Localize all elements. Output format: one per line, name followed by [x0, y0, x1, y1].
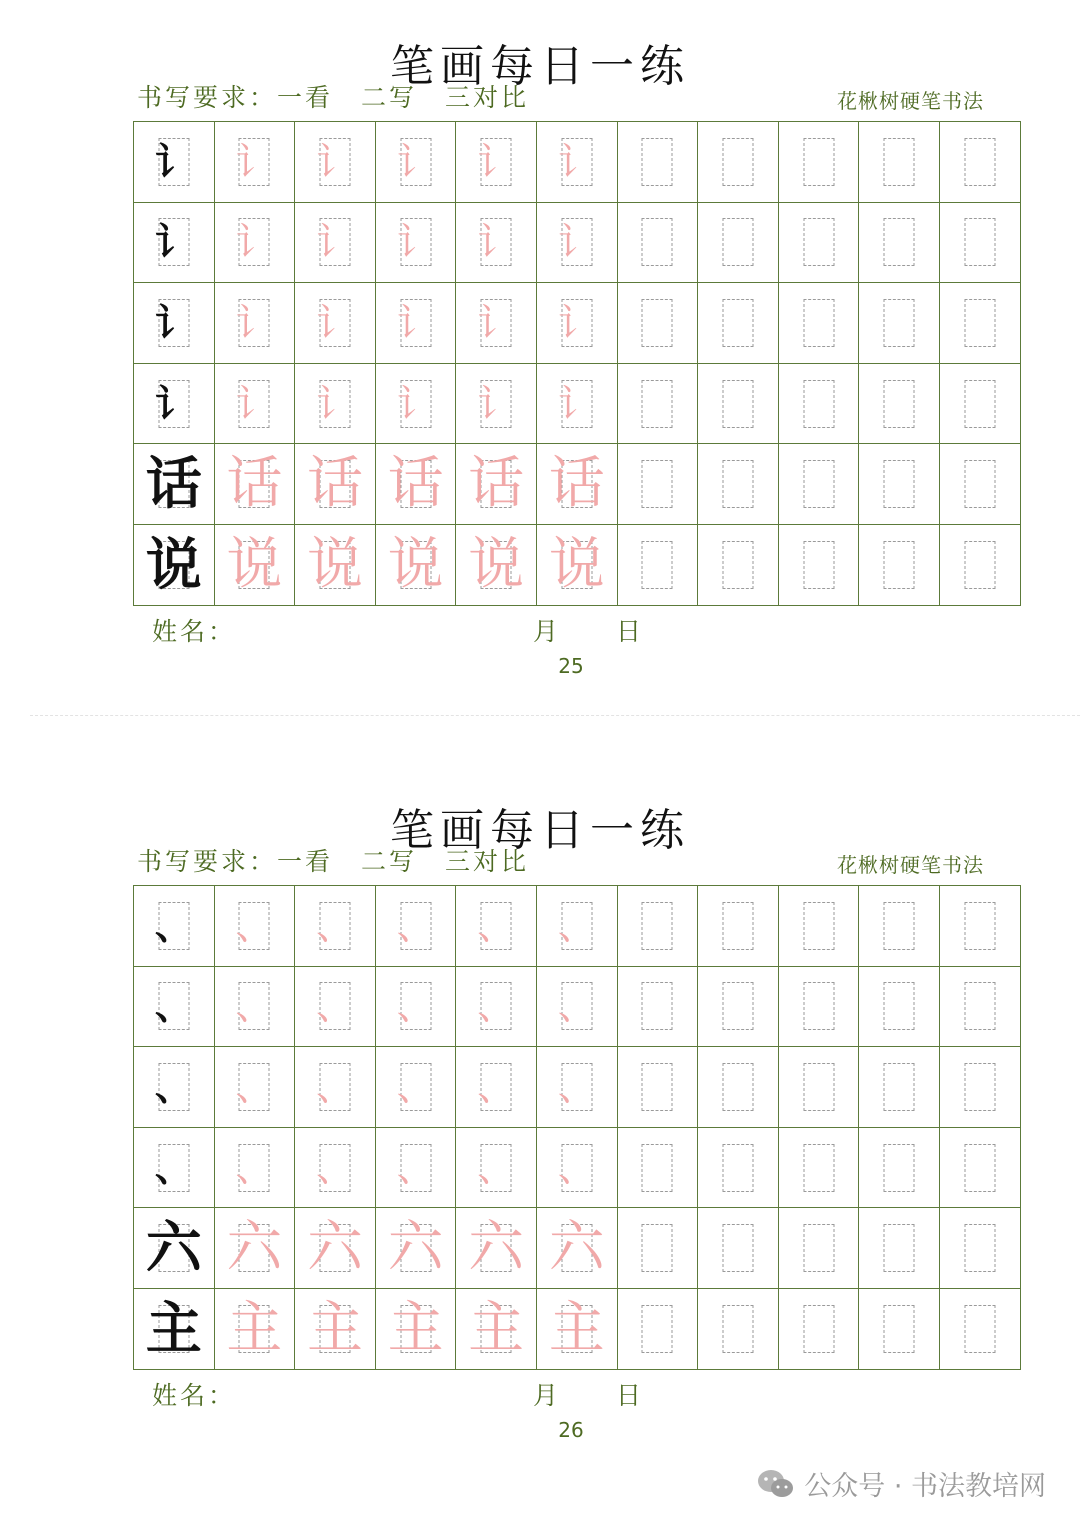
trace-cell — [295, 363, 376, 444]
blank-practice-cell — [617, 1208, 698, 1289]
trace-cell — [536, 444, 617, 525]
trace-character: 六 — [548, 1215, 605, 1281]
blank-practice-cell — [698, 886, 779, 967]
grid-row — [134, 1208, 1021, 1289]
guide-box — [803, 902, 834, 950]
guide-box — [642, 1224, 673, 1272]
guide-box — [722, 982, 753, 1030]
guide-box — [642, 982, 673, 1030]
grid-row — [134, 1288, 1021, 1369]
guide-box — [964, 541, 995, 589]
trace-cell — [375, 283, 456, 364]
grid-row — [134, 886, 1021, 967]
trace-cell — [456, 1127, 537, 1208]
guide-box — [884, 1224, 915, 1272]
guide-box — [964, 1305, 995, 1353]
blank-practice-cell — [778, 1127, 859, 1208]
blank-practice-cell — [698, 1208, 779, 1289]
trace-character: 、 — [235, 903, 274, 948]
grid-row — [134, 1127, 1021, 1208]
trace-character: 六 — [226, 1215, 283, 1281]
trace-character: 讠 — [396, 300, 435, 345]
blank-practice-cell — [617, 1127, 698, 1208]
wechat-icon — [756, 1468, 796, 1500]
model-cell — [134, 966, 215, 1047]
trace-cell — [214, 283, 295, 364]
guide-box — [884, 138, 915, 186]
guide-box — [722, 299, 753, 347]
sheet-title: 笔画每日一练 — [390, 805, 690, 856]
trace-cell — [375, 1127, 456, 1208]
blank-practice-cell — [617, 1047, 698, 1128]
trace-cell — [375, 122, 456, 203]
practice-sheet-2 — [0, 794, 1080, 1474]
guide-box — [964, 1224, 995, 1272]
guide-box — [722, 1224, 753, 1272]
trace-cell — [214, 444, 295, 525]
trace-character: 讠 — [396, 220, 435, 265]
guide-box — [884, 218, 915, 266]
trace-cell — [375, 886, 456, 967]
guide-box — [964, 982, 995, 1030]
guide-box — [722, 902, 753, 950]
guide-box — [722, 1063, 753, 1111]
guide-box — [722, 541, 753, 589]
trace-cell — [295, 966, 376, 1047]
trace-cell — [214, 1127, 295, 1208]
blank-practice-cell — [859, 202, 940, 283]
guide-box — [642, 1063, 673, 1111]
trace-character: 讠 — [235, 139, 274, 184]
trace-character: 话 — [226, 451, 283, 517]
trace-character: 主 — [468, 1295, 525, 1361]
trace-character: 、 — [477, 1145, 516, 1190]
writing-requirement: 书写要求：一看 二写 三对比 — [137, 83, 530, 112]
trace-character: 、 — [557, 984, 596, 1029]
trace-character: 说 — [468, 531, 525, 597]
blank-practice-cell — [778, 283, 859, 364]
guide-box — [803, 982, 834, 1030]
model-cell — [134, 122, 215, 203]
model-character: 、 — [154, 1063, 193, 1109]
guide-box — [964, 380, 995, 428]
page-separator — [30, 715, 1080, 716]
trace-character: 讠 — [235, 381, 274, 426]
guide-box — [884, 982, 915, 1030]
model-cell — [134, 363, 215, 444]
trace-cell — [456, 122, 537, 203]
guide-box — [884, 1063, 915, 1111]
trace-cell — [456, 363, 537, 444]
model-character: 、 — [154, 983, 193, 1029]
trace-character: 讠 — [315, 139, 354, 184]
model-character: 讠 — [154, 219, 193, 265]
trace-cell — [214, 1288, 295, 1369]
blank-practice-cell — [778, 524, 859, 605]
guide-box — [722, 218, 753, 266]
guide-box — [964, 218, 995, 266]
guide-box — [642, 902, 673, 950]
practice-grid — [133, 885, 1021, 1370]
trace-character: 说 — [306, 531, 363, 597]
guide-box — [884, 902, 915, 950]
trace-cell — [456, 1047, 537, 1128]
trace-cell — [214, 363, 295, 444]
trace-character: 讠 — [396, 139, 435, 184]
blank-practice-cell — [859, 1127, 940, 1208]
trace-cell — [536, 524, 617, 605]
blank-practice-cell — [698, 122, 779, 203]
trace-character: 讠 — [557, 300, 596, 345]
trace-character: 、 — [477, 1064, 516, 1109]
brand-label: 花楸树硬笔书法 — [837, 89, 984, 113]
trace-character: 讠 — [477, 300, 516, 345]
blank-practice-cell — [939, 1208, 1020, 1289]
trace-cell — [375, 1208, 456, 1289]
blank-practice-cell — [859, 524, 940, 605]
grid-row — [134, 122, 1021, 203]
trace-character: 、 — [396, 903, 435, 948]
guide-box — [884, 1144, 915, 1192]
blank-practice-cell — [939, 363, 1020, 444]
trace-character: 主 — [306, 1295, 363, 1361]
blank-practice-cell — [617, 283, 698, 364]
model-character: 讠 — [154, 299, 193, 345]
blank-practice-cell — [939, 524, 1020, 605]
model-cell — [134, 1288, 215, 1369]
trace-character: 话 — [468, 451, 525, 517]
trace-character: 讠 — [315, 381, 354, 426]
trace-character: 、 — [315, 984, 354, 1029]
blank-practice-cell — [859, 1047, 940, 1128]
trace-cell — [456, 966, 537, 1047]
blank-practice-cell — [698, 363, 779, 444]
model-character: 六 — [145, 1215, 202, 1282]
sheet-title: 笔画每日一练 — [390, 41, 690, 92]
trace-character: 说 — [226, 531, 283, 597]
blank-practice-cell — [939, 1127, 1020, 1208]
guide-box — [642, 299, 673, 347]
trace-character: 讠 — [235, 220, 274, 265]
trace-character: 六 — [468, 1215, 525, 1281]
trace-character: 、 — [557, 903, 596, 948]
blank-practice-cell — [617, 966, 698, 1047]
trace-character: 讠 — [557, 220, 596, 265]
guide-box — [803, 1063, 834, 1111]
model-character: 主 — [145, 1295, 202, 1362]
page-number: 25 — [558, 654, 584, 678]
trace-cell — [295, 524, 376, 605]
guide-box — [964, 1144, 995, 1192]
trace-character: 主 — [226, 1295, 283, 1361]
trace-cell — [456, 283, 537, 364]
trace-character: 、 — [477, 903, 516, 948]
blank-practice-cell — [778, 363, 859, 444]
trace-character: 话 — [387, 451, 444, 517]
guide-box — [642, 460, 673, 508]
model-cell — [134, 444, 215, 525]
watermark-text: 公众号 · 书法教培网 — [804, 1471, 1046, 1502]
blank-practice-cell — [698, 966, 779, 1047]
grid-row — [134, 524, 1021, 605]
trace-cell — [536, 1208, 617, 1289]
trace-character: 六 — [387, 1215, 444, 1281]
trace-cell — [214, 524, 295, 605]
trace-cell — [536, 966, 617, 1047]
trace-cell — [456, 202, 537, 283]
guide-box — [964, 902, 995, 950]
blank-practice-cell — [617, 1288, 698, 1369]
trace-cell — [375, 363, 456, 444]
model-character: 讠 — [154, 380, 193, 426]
blank-practice-cell — [859, 886, 940, 967]
trace-character: 、 — [315, 1145, 354, 1190]
trace-character: 说 — [548, 531, 605, 597]
trace-character: 、 — [396, 1145, 435, 1190]
trace-character: 、 — [557, 1145, 596, 1190]
guide-box — [642, 541, 673, 589]
guide-box — [803, 1144, 834, 1192]
blank-practice-cell — [939, 283, 1020, 364]
guide-box — [642, 218, 673, 266]
blank-practice-cell — [859, 444, 940, 525]
trace-cell — [214, 122, 295, 203]
trace-character: 讠 — [557, 381, 596, 426]
trace-cell — [375, 1047, 456, 1128]
grid-row — [134, 444, 1021, 525]
model-cell — [134, 1127, 215, 1208]
guide-box — [722, 1305, 753, 1353]
trace-character: 、 — [315, 903, 354, 948]
trace-character: 说 — [387, 531, 444, 597]
trace-character: 、 — [235, 1064, 274, 1109]
trace-cell — [456, 524, 537, 605]
name-label: 姓名： — [152, 617, 237, 646]
trace-character: 讠 — [235, 300, 274, 345]
trace-cell — [214, 202, 295, 283]
blank-practice-cell — [698, 1288, 779, 1369]
blank-practice-cell — [939, 1047, 1020, 1128]
guide-box — [803, 138, 834, 186]
model-cell — [134, 202, 215, 283]
trace-character: 、 — [557, 1064, 596, 1109]
trace-cell — [295, 444, 376, 525]
blank-practice-cell — [859, 1208, 940, 1289]
blank-practice-cell — [859, 966, 940, 1047]
blank-practice-cell — [698, 444, 779, 525]
trace-character: 讠 — [315, 220, 354, 265]
guide-box — [722, 460, 753, 508]
trace-cell — [456, 1288, 537, 1369]
trace-character: 讠 — [315, 300, 354, 345]
trace-cell — [295, 1288, 376, 1369]
guide-box — [803, 218, 834, 266]
trace-cell — [456, 1208, 537, 1289]
model-character: 说 — [145, 531, 202, 598]
blank-practice-cell — [939, 886, 1020, 967]
trace-character: 话 — [306, 451, 363, 517]
trace-character: 、 — [235, 984, 274, 1029]
guide-box — [964, 460, 995, 508]
trace-character: 主 — [387, 1295, 444, 1361]
trace-character: 讠 — [477, 220, 516, 265]
guide-box — [642, 1144, 673, 1192]
blank-practice-cell — [778, 202, 859, 283]
grid-row — [134, 363, 1021, 444]
guide-box — [803, 541, 834, 589]
trace-cell — [295, 283, 376, 364]
model-character: 讠 — [154, 138, 193, 184]
blank-practice-cell — [778, 444, 859, 525]
guide-box — [803, 1305, 834, 1353]
blank-practice-cell — [617, 886, 698, 967]
trace-cell — [536, 1288, 617, 1369]
model-cell — [134, 524, 215, 605]
trace-character: 讠 — [477, 381, 516, 426]
guide-box — [642, 380, 673, 428]
blank-practice-cell — [778, 1208, 859, 1289]
blank-practice-cell — [617, 524, 698, 605]
trace-character: 、 — [235, 1145, 274, 1190]
model-character: 、 — [154, 902, 193, 948]
blank-practice-cell — [939, 1288, 1020, 1369]
blank-practice-cell — [778, 966, 859, 1047]
blank-practice-cell — [778, 1047, 859, 1128]
trace-cell — [295, 1127, 376, 1208]
trace-cell — [536, 886, 617, 967]
trace-cell — [214, 1208, 295, 1289]
guide-box — [884, 460, 915, 508]
trace-cell — [456, 886, 537, 967]
blank-practice-cell — [778, 886, 859, 967]
model-cell — [134, 283, 215, 364]
grid-row — [134, 966, 1021, 1047]
guide-box — [722, 380, 753, 428]
trace-character: 讠 — [396, 381, 435, 426]
trace-character: 、 — [315, 1064, 354, 1109]
day-label: 日 — [616, 1381, 642, 1410]
grid-row — [134, 283, 1021, 364]
trace-cell — [214, 966, 295, 1047]
trace-character: 话 — [548, 451, 605, 517]
practice-sheet-1 — [0, 30, 1080, 710]
blank-practice-cell — [617, 202, 698, 283]
model-character: 话 — [145, 451, 202, 518]
blank-practice-cell — [859, 1288, 940, 1369]
guide-box — [884, 541, 915, 589]
blank-practice-cell — [778, 1288, 859, 1369]
guide-box — [722, 138, 753, 186]
trace-cell — [295, 202, 376, 283]
guide-box — [803, 299, 834, 347]
guide-box — [642, 1305, 673, 1353]
model-cell — [134, 886, 215, 967]
trace-cell — [536, 363, 617, 444]
trace-cell — [536, 122, 617, 203]
trace-character: 六 — [306, 1215, 363, 1281]
blank-practice-cell — [859, 363, 940, 444]
blank-practice-cell — [698, 524, 779, 605]
model-cell — [134, 1047, 215, 1128]
trace-character: 讠 — [557, 139, 596, 184]
trace-cell — [536, 1047, 617, 1128]
trace-cell — [375, 202, 456, 283]
grid-row — [134, 202, 1021, 283]
guide-box — [722, 1144, 753, 1192]
blank-practice-cell — [617, 444, 698, 525]
practice-grid — [133, 121, 1021, 606]
trace-character: 主 — [548, 1295, 605, 1361]
model-cell — [134, 1208, 215, 1289]
month-label: 月 — [533, 617, 559, 646]
name-label: 姓名： — [152, 1381, 237, 1410]
guide-box — [803, 460, 834, 508]
blank-practice-cell — [778, 122, 859, 203]
model-character: 、 — [154, 1144, 193, 1190]
trace-character: 讠 — [477, 139, 516, 184]
trace-cell — [536, 202, 617, 283]
trace-cell — [536, 1127, 617, 1208]
blank-practice-cell — [859, 283, 940, 364]
blank-practice-cell — [698, 283, 779, 364]
grid-row — [134, 1047, 1021, 1128]
month-label: 月 — [533, 1381, 559, 1410]
guide-box — [642, 138, 673, 186]
brand-label: 花楸树硬笔书法 — [837, 853, 984, 877]
guide-box — [884, 1305, 915, 1353]
blank-practice-cell — [939, 202, 1020, 283]
trace-cell — [295, 122, 376, 203]
guide-box — [803, 380, 834, 428]
guide-box — [884, 299, 915, 347]
guide-box — [964, 299, 995, 347]
guide-box — [803, 1224, 834, 1272]
trace-cell — [295, 1208, 376, 1289]
guide-box — [884, 380, 915, 428]
blank-practice-cell — [617, 363, 698, 444]
trace-cell — [375, 1288, 456, 1369]
trace-cell — [375, 444, 456, 525]
blank-practice-cell — [939, 122, 1020, 203]
trace-character: 、 — [477, 984, 516, 1029]
trace-cell — [375, 966, 456, 1047]
blank-practice-cell — [698, 1127, 779, 1208]
trace-cell — [295, 1047, 376, 1128]
trace-cell — [536, 283, 617, 364]
guide-box — [964, 138, 995, 186]
trace-cell — [375, 524, 456, 605]
blank-practice-cell — [939, 966, 1020, 1047]
writing-requirement: 书写要求：一看 二写 三对比 — [137, 847, 530, 876]
blank-practice-cell — [698, 202, 779, 283]
guide-box — [964, 1063, 995, 1111]
trace-character: 、 — [396, 1064, 435, 1109]
blank-practice-cell — [939, 444, 1020, 525]
blank-practice-cell — [698, 1047, 779, 1128]
trace-cell — [214, 886, 295, 967]
trace-cell — [214, 1047, 295, 1128]
trace-character: 、 — [396, 984, 435, 1029]
page-number: 26 — [558, 1418, 584, 1442]
day-label: 日 — [616, 617, 642, 646]
blank-practice-cell — [859, 122, 940, 203]
watermark — [756, 1464, 1046, 1503]
trace-cell — [295, 886, 376, 967]
trace-cell — [456, 444, 537, 525]
blank-practice-cell — [617, 122, 698, 203]
